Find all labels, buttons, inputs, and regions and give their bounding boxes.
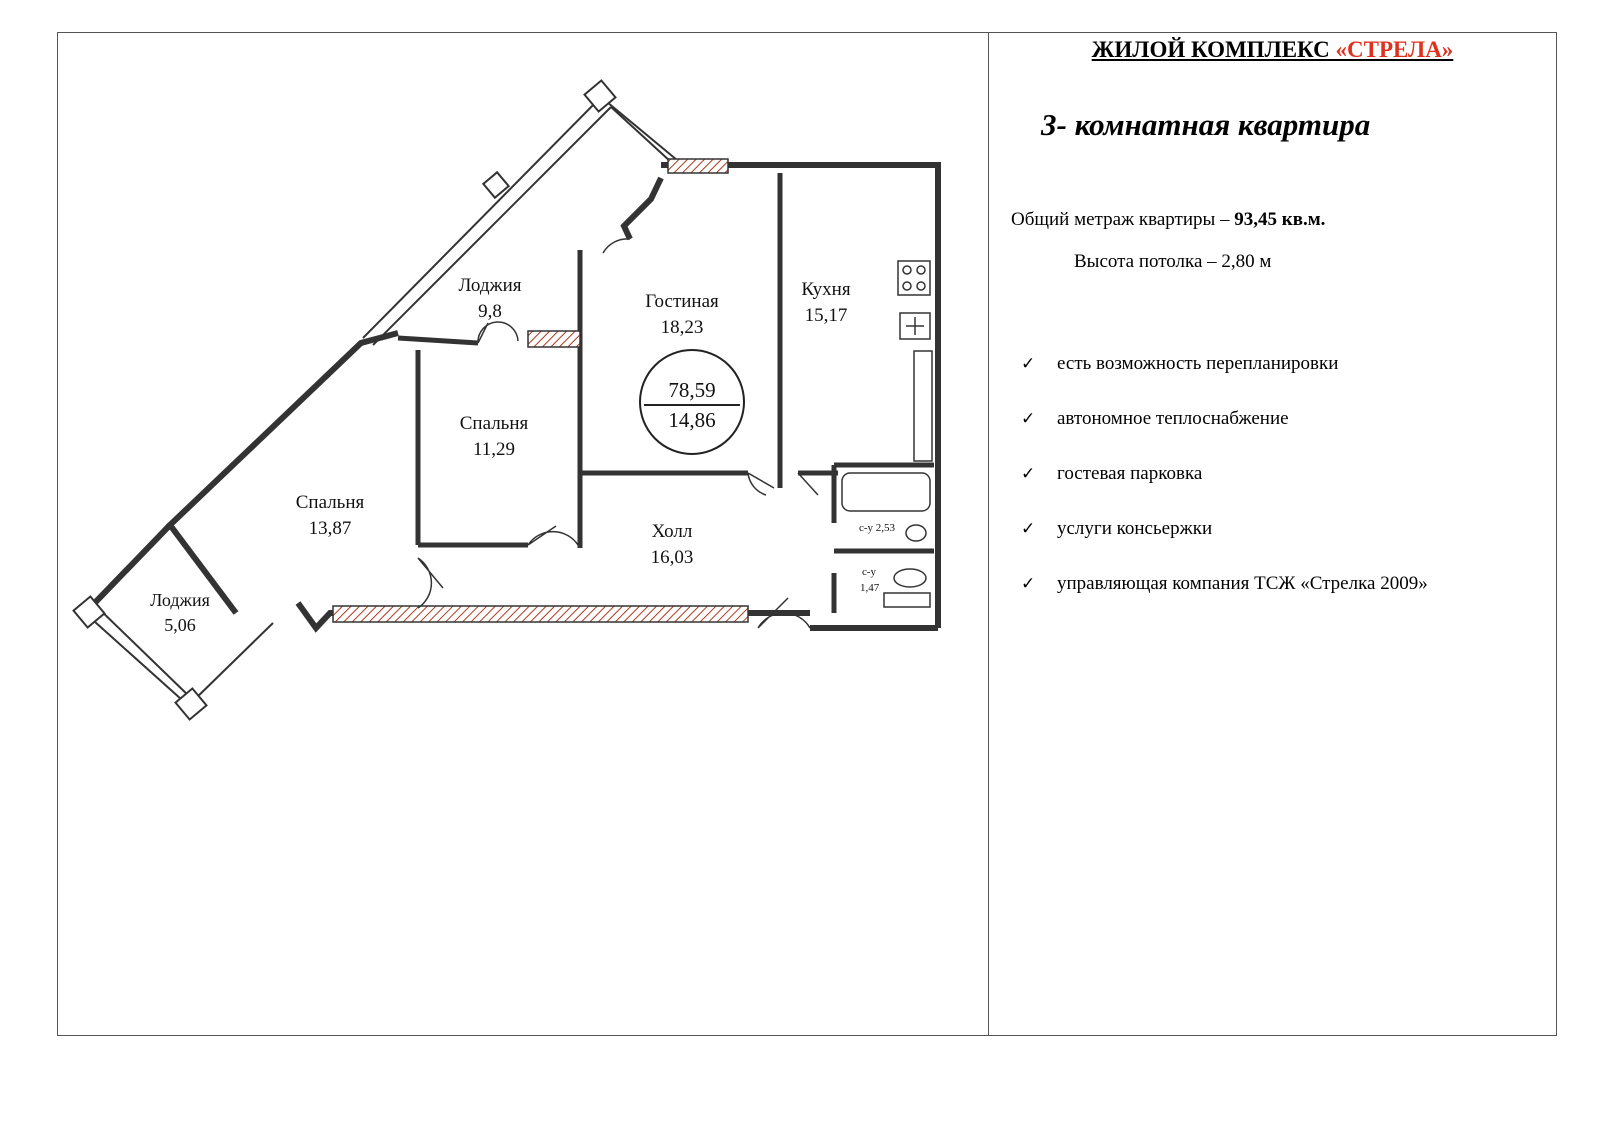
feature-item xyxy=(1021,406,1428,461)
outer-walls xyxy=(85,165,938,628)
bath-area: 1,47 xyxy=(860,582,880,594)
ceiling-height: Высота потолка – 2,80 м xyxy=(1074,251,1272,272)
feature-item xyxy=(1021,516,1428,571)
check-icon: ✓ xyxy=(1021,409,1036,429)
feature-item xyxy=(1021,351,1428,406)
bath-label: с-у 2,53 xyxy=(859,522,896,534)
top-loggia-railing xyxy=(363,97,683,345)
room-name: Кухня xyxy=(801,279,851,300)
kitchen-area-value: 14,86 xyxy=(668,408,716,432)
info-panel xyxy=(989,33,1556,1035)
room-area: 5,06 xyxy=(164,615,196,635)
floor-plan xyxy=(58,33,988,753)
check-icon: ✓ xyxy=(1021,574,1036,594)
total-area-label: Общий метраж квартиры – xyxy=(1011,209,1235,230)
room-name: Лоджия xyxy=(150,590,210,610)
feature-text: есть возможность перепланировки xyxy=(1057,353,1339,374)
feature-list xyxy=(1021,351,1428,626)
room-area: 16,03 xyxy=(650,547,694,568)
room-area: 11,29 xyxy=(472,439,516,460)
document-frame xyxy=(57,32,1557,1036)
room-area: 13,87 xyxy=(308,518,352,539)
room-name: Спальня xyxy=(459,413,529,434)
room-name: Лоджия xyxy=(458,275,522,296)
feature-text: управляющая компания ТСЖ «Стрелка 2009» xyxy=(1057,573,1428,594)
complex-prefix: ЖИЛОЙ КОМПЛЕКС xyxy=(1091,37,1336,62)
feature-item xyxy=(1021,571,1428,626)
columns xyxy=(74,81,616,720)
room-area: 18,23 xyxy=(660,317,704,338)
room-name: Гостиная xyxy=(645,291,719,312)
room-name: Спальня xyxy=(295,492,365,513)
floor-plan-drawing xyxy=(58,33,988,753)
feature-text: автономное теплоснабжение xyxy=(1057,408,1289,429)
room-labels xyxy=(150,275,895,635)
feature-text: гостевая парковка xyxy=(1057,463,1203,484)
living-area-badge xyxy=(640,350,744,454)
check-icon: ✓ xyxy=(1021,354,1036,374)
total-area xyxy=(1011,209,1325,231)
total-area-value: 93,45 кв.м. xyxy=(1234,209,1326,230)
living-area-value: 78,59 xyxy=(668,378,716,402)
room-area: 9,8 xyxy=(478,301,502,322)
feature-text: услуги консьержки xyxy=(1057,518,1213,539)
bath-label: с-у xyxy=(862,566,877,578)
bathroom-fixtures xyxy=(842,473,930,607)
apartment-type: 3- комнатная квартира xyxy=(1041,107,1371,142)
room-area: 15,17 xyxy=(804,305,848,326)
check-icon: ✓ xyxy=(1021,464,1036,484)
check-icon: ✓ xyxy=(1021,519,1036,539)
complex-title xyxy=(989,37,1556,63)
kitchen-appliances xyxy=(898,261,932,461)
feature-item xyxy=(1021,461,1428,516)
complex-name: «СТРЕЛА» xyxy=(1335,37,1454,62)
room-name: Холл xyxy=(651,521,693,542)
